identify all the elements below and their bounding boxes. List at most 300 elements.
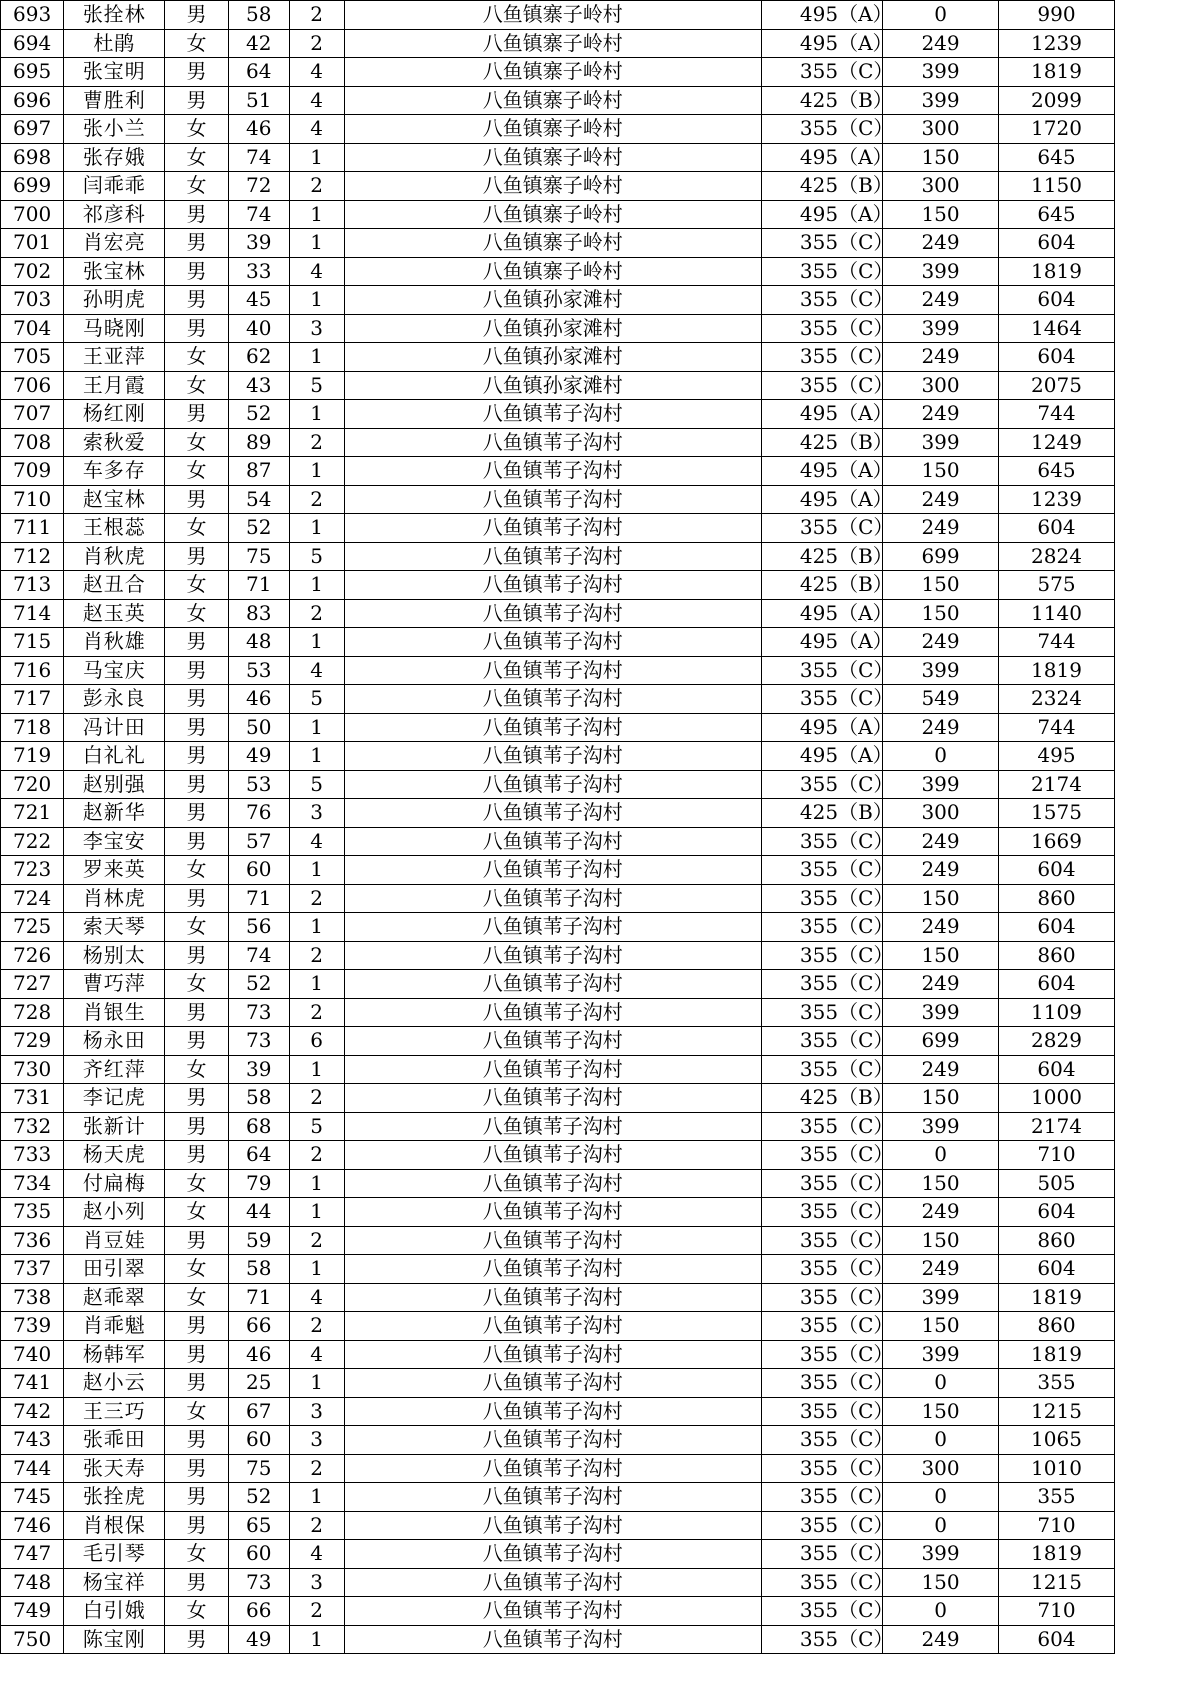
cell-address: 八鱼镇苇子沟村 — [344, 1055, 761, 1084]
cell-total: 575 — [999, 571, 1115, 600]
cell-total: 1249 — [999, 428, 1115, 457]
cell-serial-number: 714 — [1, 599, 64, 628]
cell-total: 1239 — [999, 485, 1115, 514]
cell-total: 1109 — [999, 998, 1115, 1027]
cell-name: 肖根保 — [64, 1511, 165, 1540]
cell-gender: 女 — [165, 172, 228, 201]
cell-gender: 女 — [165, 1540, 228, 1569]
cell-serial-number: 720 — [1, 770, 64, 799]
cell-serial-number: 721 — [1, 799, 64, 828]
cell-name: 张存娥 — [64, 143, 165, 172]
cell-standard: 495（A） — [761, 628, 882, 657]
cell-subsidy: 249 — [883, 1198, 999, 1227]
cell-standard: 355（C） — [761, 514, 882, 543]
cell-serial-number: 703 — [1, 286, 64, 315]
cell-household-size: 5 — [289, 685, 344, 714]
table-row — [1, 713, 1115, 742]
cell-age: 71 — [228, 571, 289, 600]
cell-total: 604 — [999, 1255, 1115, 1284]
cell-standard: 425（B） — [761, 799, 882, 828]
cell-subsidy: 0 — [883, 1597, 999, 1626]
cell-standard: 355（C） — [761, 884, 882, 913]
cell-address: 八鱼镇苇子沟村 — [344, 1540, 761, 1569]
cell-total: 604 — [999, 514, 1115, 543]
cell-household-size: 2 — [289, 428, 344, 457]
cell-name: 李记虎 — [64, 1084, 165, 1113]
cell-serial-number: 699 — [1, 172, 64, 201]
cell-subsidy: 399 — [883, 428, 999, 457]
cell-serial-number: 743 — [1, 1426, 64, 1455]
cell-household-size: 4 — [289, 257, 344, 286]
cell-serial-number: 717 — [1, 685, 64, 714]
cell-age: 89 — [228, 428, 289, 457]
cell-address: 八鱼镇寨子岭村 — [344, 257, 761, 286]
table-row — [1, 1625, 1115, 1654]
cell-age: 66 — [228, 1312, 289, 1341]
cell-household-size: 1 — [289, 1169, 344, 1198]
cell-total: 1140 — [999, 599, 1115, 628]
table-row — [1, 770, 1115, 799]
cell-total: 604 — [999, 970, 1115, 999]
cell-subsidy: 150 — [883, 884, 999, 913]
cell-standard: 355（C） — [761, 1055, 882, 1084]
table-row — [1, 1112, 1115, 1141]
cell-address: 八鱼镇寨子岭村 — [344, 172, 761, 201]
cell-total: 645 — [999, 457, 1115, 486]
cell-total: 744 — [999, 713, 1115, 742]
cell-gender: 女 — [165, 428, 228, 457]
cell-subsidy: 249 — [883, 856, 999, 885]
cell-household-size: 2 — [289, 485, 344, 514]
table-row — [1, 514, 1115, 543]
cell-age: 76 — [228, 799, 289, 828]
cell-household-size: 6 — [289, 1027, 344, 1056]
cell-household-size: 2 — [289, 1141, 344, 1170]
cell-serial-number: 707 — [1, 400, 64, 429]
cell-standard: 355（C） — [761, 1198, 882, 1227]
cell-address: 八鱼镇孙家滩村 — [344, 371, 761, 400]
cell-subsidy: 0 — [883, 1141, 999, 1170]
cell-total: 744 — [999, 628, 1115, 657]
cell-household-size: 1 — [289, 1198, 344, 1227]
cell-serial-number: 745 — [1, 1483, 64, 1512]
cell-gender: 男 — [165, 713, 228, 742]
cell-serial-number: 716 — [1, 656, 64, 685]
cell-age: 71 — [228, 1283, 289, 1312]
cell-age: 44 — [228, 1198, 289, 1227]
cell-name: 赵丑合 — [64, 571, 165, 600]
cell-age: 50 — [228, 713, 289, 742]
cell-household-size: 4 — [289, 58, 344, 87]
cell-age: 65 — [228, 1511, 289, 1540]
cell-serial-number: 698 — [1, 143, 64, 172]
table-row — [1, 257, 1115, 286]
cell-serial-number: 741 — [1, 1369, 64, 1398]
cell-gender: 女 — [165, 1597, 228, 1626]
cell-total: 990 — [999, 1, 1115, 30]
table-row — [1, 1511, 1115, 1540]
cell-household-size: 1 — [289, 856, 344, 885]
cell-name: 杨永田 — [64, 1027, 165, 1056]
cell-gender: 女 — [165, 1169, 228, 1198]
cell-household-size: 2 — [289, 29, 344, 58]
cell-total: 744 — [999, 400, 1115, 429]
table-row — [1, 571, 1115, 600]
cell-gender: 男 — [165, 1483, 228, 1512]
cell-serial-number: 748 — [1, 1568, 64, 1597]
cell-total: 1000 — [999, 1084, 1115, 1113]
cell-subsidy: 249 — [883, 400, 999, 429]
cell-household-size: 1 — [289, 970, 344, 999]
cell-age: 46 — [228, 115, 289, 144]
cell-total: 1819 — [999, 1283, 1115, 1312]
cell-household-size: 2 — [289, 941, 344, 970]
cell-subsidy: 699 — [883, 542, 999, 571]
cell-name: 肖林虎 — [64, 884, 165, 913]
cell-address: 八鱼镇苇子沟村 — [344, 542, 761, 571]
cell-household-size: 2 — [289, 1597, 344, 1626]
cell-gender: 男 — [165, 1226, 228, 1255]
cell-age: 74 — [228, 200, 289, 229]
cell-age: 52 — [228, 514, 289, 543]
cell-standard: 425（B） — [761, 571, 882, 600]
table-row — [1, 685, 1115, 714]
cell-name: 肖豆娃 — [64, 1226, 165, 1255]
table-row — [1, 856, 1115, 885]
cell-name: 赵新华 — [64, 799, 165, 828]
cell-serial-number: 727 — [1, 970, 64, 999]
cell-gender: 男 — [165, 1112, 228, 1141]
cell-age: 48 — [228, 628, 289, 657]
cell-household-size: 2 — [289, 1226, 344, 1255]
cell-age: 79 — [228, 1169, 289, 1198]
cell-serial-number: 705 — [1, 343, 64, 372]
cell-household-size: 3 — [289, 799, 344, 828]
cell-subsidy: 399 — [883, 86, 999, 115]
cell-total: 1464 — [999, 314, 1115, 343]
cell-subsidy: 150 — [883, 457, 999, 486]
cell-address: 八鱼镇苇子沟村 — [344, 1568, 761, 1597]
cell-age: 72 — [228, 172, 289, 201]
cell-address: 八鱼镇苇子沟村 — [344, 1340, 761, 1369]
cell-gender: 女 — [165, 514, 228, 543]
cell-total: 604 — [999, 229, 1115, 258]
cell-standard: 355（C） — [761, 1312, 882, 1341]
cell-serial-number: 746 — [1, 1511, 64, 1540]
cell-standard: 355（C） — [761, 1226, 882, 1255]
cell-address: 八鱼镇苇子沟村 — [344, 1625, 761, 1654]
cell-subsidy: 399 — [883, 770, 999, 799]
cell-standard: 425（B） — [761, 428, 882, 457]
cell-address: 八鱼镇寨子岭村 — [344, 115, 761, 144]
cell-name: 王三巧 — [64, 1397, 165, 1426]
table-row — [1, 827, 1115, 856]
table-body — [1, 1, 1115, 1654]
cell-address: 八鱼镇苇子沟村 — [344, 1112, 761, 1141]
cell-gender: 男 — [165, 770, 228, 799]
cell-total: 1010 — [999, 1454, 1115, 1483]
cell-address: 八鱼镇苇子沟村 — [344, 1255, 761, 1284]
cell-address: 八鱼镇苇子沟村 — [344, 571, 761, 600]
cell-serial-number: 731 — [1, 1084, 64, 1113]
cell-name: 曹胜利 — [64, 86, 165, 115]
cell-subsidy: 150 — [883, 571, 999, 600]
cell-subsidy: 249 — [883, 1255, 999, 1284]
table-row — [1, 1027, 1115, 1056]
cell-total: 2075 — [999, 371, 1115, 400]
cell-age: 58 — [228, 1, 289, 30]
cell-subsidy: 0 — [883, 1426, 999, 1455]
cell-subsidy: 300 — [883, 115, 999, 144]
cell-address: 八鱼镇苇子沟村 — [344, 856, 761, 885]
cell-gender: 女 — [165, 343, 228, 372]
cell-age: 25 — [228, 1369, 289, 1398]
cell-household-size: 1 — [289, 1483, 344, 1512]
cell-total: 1819 — [999, 1540, 1115, 1569]
cell-address: 八鱼镇苇子沟村 — [344, 827, 761, 856]
cell-address: 八鱼镇寨子岭村 — [344, 1, 761, 30]
table-row — [1, 1141, 1115, 1170]
cell-address: 八鱼镇苇子沟村 — [344, 1483, 761, 1512]
cell-standard: 355（C） — [761, 998, 882, 1027]
cell-gender: 男 — [165, 998, 228, 1027]
cell-gender: 女 — [165, 571, 228, 600]
cell-name: 张拴林 — [64, 1, 165, 30]
cell-subsidy: 249 — [883, 970, 999, 999]
cell-total: 1150 — [999, 172, 1115, 201]
cell-address: 八鱼镇苇子沟村 — [344, 1454, 761, 1483]
cell-age: 39 — [228, 229, 289, 258]
cell-standard: 355（C） — [761, 1597, 882, 1626]
cell-serial-number: 708 — [1, 428, 64, 457]
cell-age: 60 — [228, 856, 289, 885]
cell-total: 1669 — [999, 827, 1115, 856]
table-row — [1, 599, 1115, 628]
cell-name: 祁彦科 — [64, 200, 165, 229]
cell-gender: 男 — [165, 1454, 228, 1483]
cell-standard: 355（C） — [761, 1511, 882, 1540]
cell-subsidy: 150 — [883, 1397, 999, 1426]
cell-total: 604 — [999, 286, 1115, 315]
cell-standard: 495（A） — [761, 742, 882, 771]
cell-standard: 355（C） — [761, 1483, 882, 1512]
cell-address: 八鱼镇孙家滩村 — [344, 314, 761, 343]
cell-standard: 355（C） — [761, 1141, 882, 1170]
cell-serial-number: 729 — [1, 1027, 64, 1056]
cell-name: 赵小云 — [64, 1369, 165, 1398]
cell-total: 1720 — [999, 115, 1115, 144]
table-row — [1, 172, 1115, 201]
cell-age: 49 — [228, 1625, 289, 1654]
cell-serial-number: 724 — [1, 884, 64, 913]
cell-total: 1215 — [999, 1397, 1115, 1426]
cell-name: 赵玉英 — [64, 599, 165, 628]
cell-gender: 男 — [165, 884, 228, 913]
cell-name: 杨红刚 — [64, 400, 165, 429]
cell-age: 57 — [228, 827, 289, 856]
cell-standard: 355（C） — [761, 1540, 882, 1569]
cell-serial-number: 744 — [1, 1454, 64, 1483]
cell-serial-number: 694 — [1, 29, 64, 58]
table-row — [1, 1169, 1115, 1198]
cell-subsidy: 150 — [883, 1084, 999, 1113]
cell-total: 1819 — [999, 1340, 1115, 1369]
cell-gender: 男 — [165, 400, 228, 429]
cell-total: 604 — [999, 1055, 1115, 1084]
cell-address: 八鱼镇寨子岭村 — [344, 86, 761, 115]
cell-total: 604 — [999, 913, 1115, 942]
cell-name: 张宝林 — [64, 257, 165, 286]
cell-standard: 355（C） — [761, 1340, 882, 1369]
cell-gender: 男 — [165, 485, 228, 514]
cell-age: 40 — [228, 314, 289, 343]
cell-standard: 355（C） — [761, 941, 882, 970]
cell-subsidy: 249 — [883, 514, 999, 543]
cell-address: 八鱼镇孙家滩村 — [344, 343, 761, 372]
table-row — [1, 742, 1115, 771]
cell-age: 71 — [228, 884, 289, 913]
cell-age: 52 — [228, 970, 289, 999]
cell-subsidy: 150 — [883, 200, 999, 229]
cell-standard: 425（B） — [761, 542, 882, 571]
cell-serial-number: 742 — [1, 1397, 64, 1426]
table-row — [1, 1283, 1115, 1312]
cell-household-size: 1 — [289, 514, 344, 543]
cell-gender: 男 — [165, 656, 228, 685]
cell-name: 杨宝祥 — [64, 1568, 165, 1597]
cell-total: 1819 — [999, 58, 1115, 87]
cell-gender: 男 — [165, 742, 228, 771]
cell-age: 49 — [228, 742, 289, 771]
cell-serial-number: 738 — [1, 1283, 64, 1312]
cell-name: 杨韩军 — [64, 1340, 165, 1369]
cell-standard: 355（C） — [761, 827, 882, 856]
cell-serial-number: 718 — [1, 713, 64, 742]
cell-subsidy: 150 — [883, 1312, 999, 1341]
cell-total: 505 — [999, 1169, 1115, 1198]
cell-standard: 355（C） — [761, 856, 882, 885]
cell-name: 索天琴 — [64, 913, 165, 942]
cell-total: 710 — [999, 1597, 1115, 1626]
cell-gender: 女 — [165, 457, 228, 486]
cell-name: 陈宝刚 — [64, 1625, 165, 1654]
cell-standard: 495（A） — [761, 200, 882, 229]
cell-total: 860 — [999, 1226, 1115, 1255]
cell-standard: 355（C） — [761, 314, 882, 343]
cell-standard: 355（C） — [761, 1169, 882, 1198]
cell-age: 74 — [228, 941, 289, 970]
cell-gender: 男 — [165, 1027, 228, 1056]
cell-address: 八鱼镇苇子沟村 — [344, 428, 761, 457]
cell-age: 58 — [228, 1084, 289, 1113]
cell-address: 八鱼镇苇子沟村 — [344, 1283, 761, 1312]
cell-standard: 495（A） — [761, 1, 882, 30]
cell-age: 52 — [228, 1483, 289, 1512]
cell-name: 赵乖翠 — [64, 1283, 165, 1312]
cell-serial-number: 736 — [1, 1226, 64, 1255]
cell-name: 肖秋虎 — [64, 542, 165, 571]
cell-gender: 男 — [165, 685, 228, 714]
cell-household-size: 1 — [289, 343, 344, 372]
cell-serial-number: 737 — [1, 1255, 64, 1284]
cell-standard: 355（C） — [761, 1625, 882, 1654]
cell-age: 42 — [228, 29, 289, 58]
cell-address: 八鱼镇苇子沟村 — [344, 1597, 761, 1626]
cell-household-size: 1 — [289, 1255, 344, 1284]
cell-subsidy: 249 — [883, 343, 999, 372]
table-row — [1, 229, 1115, 258]
cell-total: 2174 — [999, 770, 1115, 799]
cell-household-size: 2 — [289, 172, 344, 201]
cell-standard: 355（C） — [761, 371, 882, 400]
cell-household-size: 1 — [289, 229, 344, 258]
table-row — [1, 1369, 1115, 1398]
cell-total: 1215 — [999, 1568, 1115, 1597]
cell-serial-number: 740 — [1, 1340, 64, 1369]
cell-gender: 男 — [165, 229, 228, 258]
cell-gender: 男 — [165, 1625, 228, 1654]
table-row — [1, 970, 1115, 999]
cell-age: 75 — [228, 542, 289, 571]
cell-subsidy: 0 — [883, 1, 999, 30]
cell-name: 张小兰 — [64, 115, 165, 144]
table-row — [1, 1312, 1115, 1341]
cell-gender: 男 — [165, 200, 228, 229]
cell-total: 355 — [999, 1483, 1115, 1512]
cell-name: 赵别强 — [64, 770, 165, 799]
cell-serial-number: 747 — [1, 1540, 64, 1569]
cell-household-size: 2 — [289, 1454, 344, 1483]
cell-age: 68 — [228, 1112, 289, 1141]
cell-address: 八鱼镇苇子沟村 — [344, 514, 761, 543]
cell-household-size: 1 — [289, 1625, 344, 1654]
cell-total: 355 — [999, 1369, 1115, 1398]
cell-name: 肖银生 — [64, 998, 165, 1027]
cell-subsidy: 249 — [883, 229, 999, 258]
cell-total: 1819 — [999, 656, 1115, 685]
cell-age: 52 — [228, 400, 289, 429]
cell-name: 彭永良 — [64, 685, 165, 714]
cell-gender: 男 — [165, 257, 228, 286]
cell-gender: 男 — [165, 1511, 228, 1540]
cell-serial-number: 704 — [1, 314, 64, 343]
cell-household-size: 2 — [289, 1, 344, 30]
cell-address: 八鱼镇苇子沟村 — [344, 1426, 761, 1455]
cell-address: 八鱼镇苇子沟村 — [344, 913, 761, 942]
cell-address: 八鱼镇苇子沟村 — [344, 400, 761, 429]
cell-household-size: 4 — [289, 86, 344, 115]
cell-age: 51 — [228, 86, 289, 115]
cell-standard: 355（C） — [761, 1283, 882, 1312]
cell-household-size: 1 — [289, 400, 344, 429]
cell-total: 645 — [999, 200, 1115, 229]
cell-standard: 425（B） — [761, 1084, 882, 1113]
cell-serial-number: 722 — [1, 827, 64, 856]
cell-household-size: 4 — [289, 1540, 344, 1569]
cell-subsidy: 399 — [883, 1340, 999, 1369]
cell-address: 八鱼镇寨子岭村 — [344, 229, 761, 258]
cell-name: 王月霞 — [64, 371, 165, 400]
cell-gender: 女 — [165, 371, 228, 400]
cell-serial-number: 697 — [1, 115, 64, 144]
cell-age: 67 — [228, 1397, 289, 1426]
cell-age: 74 — [228, 143, 289, 172]
cell-age: 53 — [228, 656, 289, 685]
cell-serial-number: 709 — [1, 457, 64, 486]
cell-subsidy: 150 — [883, 941, 999, 970]
cell-serial-number: 711 — [1, 514, 64, 543]
cell-gender: 男 — [165, 628, 228, 657]
